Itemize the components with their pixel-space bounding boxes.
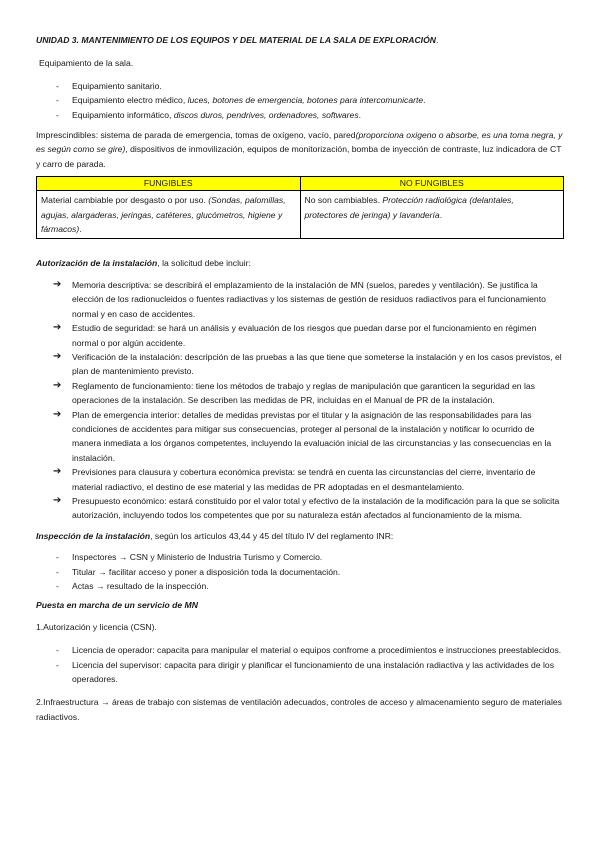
list-item: ➔ Estudio de seguridad: se hará un análisis y evaluación de los riesgos que puedan darse por el funcionamiento en régimen normal o por algún accidente.: [53, 322, 537, 348]
puesta-subheading-1: 1.Autorización y licencia (CSN).: [36, 621, 157, 632]
fungibles-cell: Material cambiable por desgasto o por uso. (Sondas, palomillas, agujas, alargaderas, jeringas, catéteres, glucómetros, higiene y fármacos).: [37, 191, 301, 239]
imprescindibles-paragraph: Imprescindibles: sistema de parada de emergencia, tomas de oxígeno, vacío, pared(proporciona oxigeno o absorbe, es una toma negra, y es según como se gire), dispositivos de inmovilización, equipos de monitorización, bomba de inyección de contraste, luz indicadora de CT y carro de parada.: [36, 130, 563, 169]
no-fungibles-cell: No son cambiables. Protección radiológica (delantales, protectores de jeringa) y lavandería.: [300, 191, 564, 239]
list-item: - Licencia de operador: capacita para manipular el material o equipos confrome a procedimientos e instrucciones preestablecidos.: [56, 645, 562, 656]
list-item: - Titular → facilitar acceso y poner a disposición toda la documentación.: [56, 566, 341, 577]
list-item: - Actas → resultado de la inspección.: [56, 581, 209, 591]
list-item: - Equipamiento informático, discos duros, pendrives, ordenadores, softwares.: [56, 109, 362, 120]
list-item: - Equipamiento electro médico, luces, botones de emergencia, botones para intercomunicarte.: [56, 95, 426, 106]
arrow-icon: ➔: [53, 494, 62, 506]
arrow-icon: ➔: [53, 466, 62, 478]
list-item: - Inspectores → CSN y Ministerio de Industria Turismo y Comercio.: [56, 552, 323, 563]
arrow-icon: ➔: [53, 408, 62, 420]
equipment-list: [36, 79, 564, 122]
fungibles-table: [36, 176, 564, 239]
list-item: ➔ Reglamento de funcionamiento: tiene los métodos de trabajo y reglas de manipulación que garanticen la seguridad en las operaciones de la instalación. Se describen las medidas de PR, incluidas en el Manual de PR de la instalación.: [53, 379, 535, 406]
list-item: - Licencia del supervisor: capacita para dirigir y planificar el funcionamiento de una instalación radiactiva y las actividades de los operadores.: [56, 659, 554, 685]
puesta-heading: Puesta en marcha de un servicio de MN: [36, 600, 198, 611]
inspeccion-heading: Inspección de la instalación, según los artículos 43,44 y 45 del título IV del reglamento INR:: [36, 530, 394, 541]
document-title: UNIDAD 3. MANTENIMIENTO DE LOS EQUIPOS Y DEL MATERIAL DE LA SALA DE EXPLORACIÓN.: [36, 35, 439, 45]
list-item: ➔ Plan de emergencia interior: detalles de medidas previstas por el titular y la asignación de las responsabilidades para las condiciones de accidentes para mitigar sus consecuencias, proteger al personal de la instalación y notificar lo ocurrido de manera inmediata a los órganos competentes, incluyendo la evaluación inicial de las circunstancias y las consecuencias en la instalación.: [53, 408, 552, 463]
document-page: [36, 33, 564, 724]
list-item: ➔ Previsiones para clausura y cobertura económica prevista: se tendrá en cuenta las circunstancias del cierre, inventario de material radiactivo, el destino de ese material y las medidas de PR adoptadas en el desmantelamiento.: [53, 466, 536, 492]
list-item: - Equipamiento sanitario.: [56, 80, 162, 91]
puesta-subheading-2: 2.Infraestructura → áreas de trabajo con sistemas de ventilación adecuados, controles de acceso y almacenamiento seguro de materiales radiactivos.: [36, 697, 562, 722]
arrow-icon: ➔: [53, 322, 62, 334]
fungibles-header: FUNGIBLES: [37, 177, 301, 191]
list-item: ➔ Memoria descriptiva: se describirá el emplazamiento de la instalación de MN (suelos, paredes y ventilación). Se justifica la elección de los radionucleidos o fuentes radiactivas y los sistemas de gestión de residuos radiactivos para el funcionamiento normal y en caso de accidentes.: [53, 278, 546, 319]
arrow-icon: ➔: [53, 350, 62, 362]
no-fungibles-header: NO FUNGIBLES: [300, 177, 564, 191]
puesta-list: [36, 643, 564, 686]
arrow-icon: ➔: [53, 278, 62, 290]
list-item: ➔ Presupuesto económico: estará constituido por el valor total y efectivo de la instalación de la modificación para la que se solicita autorización, incluyendo todos los competentes que por su naturaleza están afectados al funcionamiento de la misma.: [53, 494, 560, 521]
autorizacion-heading: Autorización de la instalación, la solicitud debe incluir:: [36, 258, 251, 269]
equipment-heading: Equipamiento de la sala.: [39, 58, 134, 69]
inspeccion-list: [36, 550, 564, 593]
autorizacion-list: [36, 278, 564, 523]
arrow-icon: ➔: [53, 379, 62, 391]
list-item: ➔ Verificación de la instalación: descripción de las pruebas a las que tiene que someterse la instalación y en los casos previstos, el plan de mantenimiento previsto.: [53, 350, 562, 377]
